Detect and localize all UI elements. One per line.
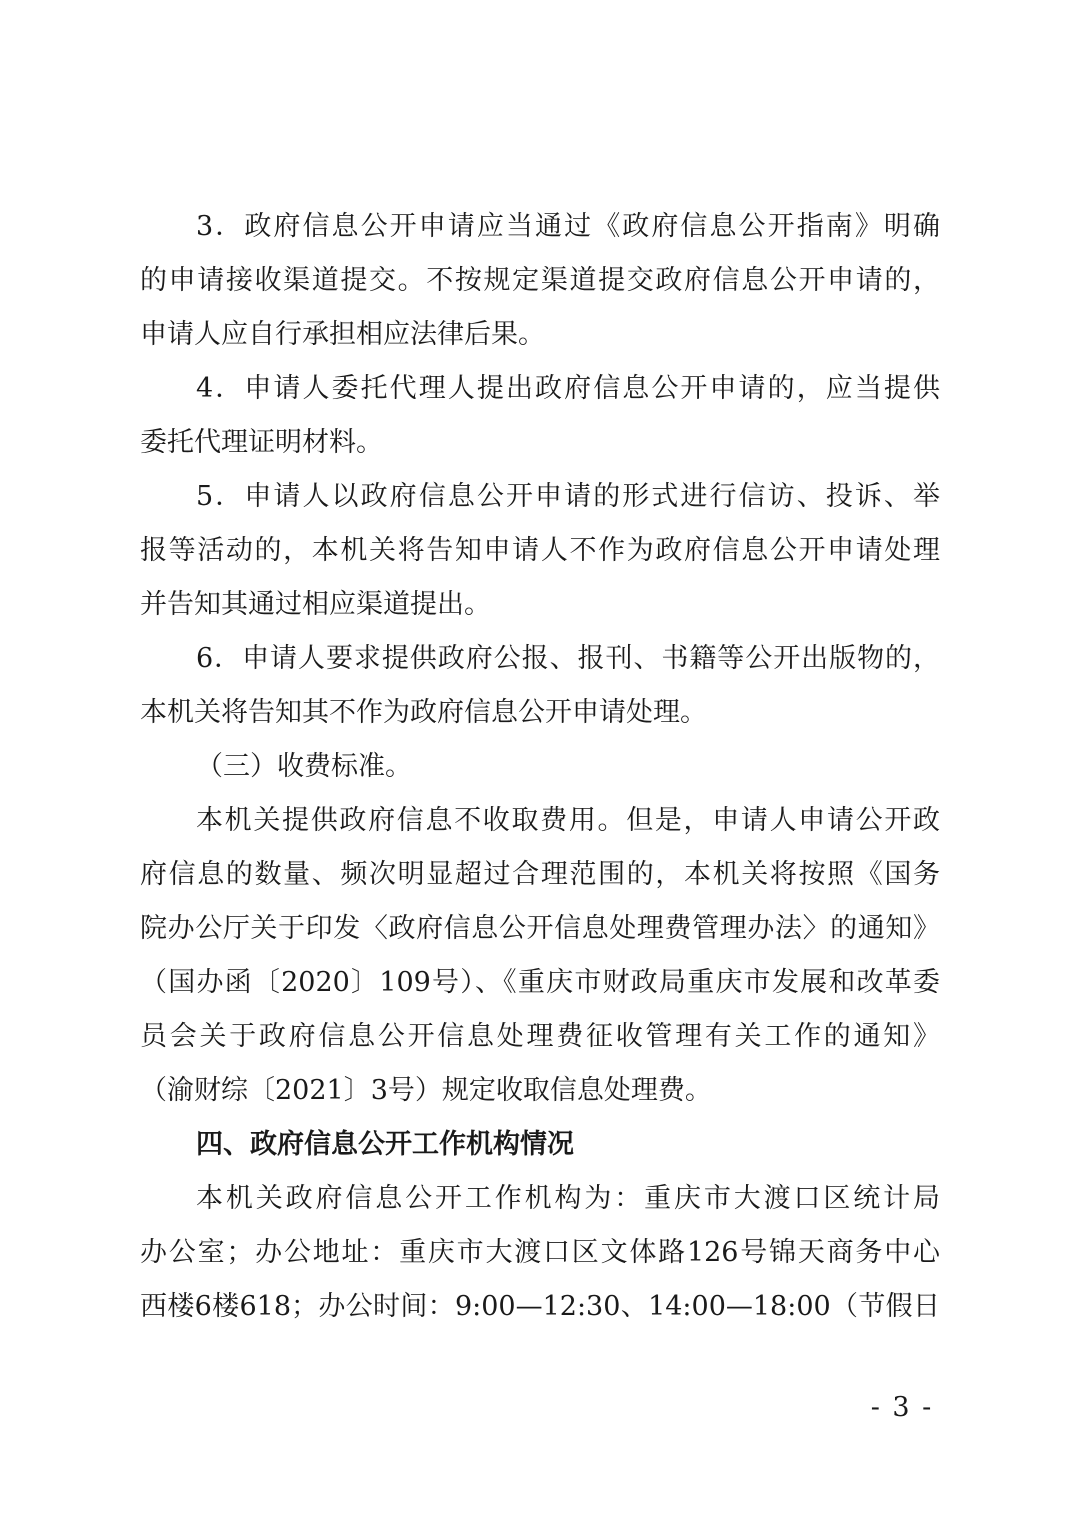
paragraph-6-line-1: 6．申请人要求提供政府公报、报刊、书籍等公开出版物的， bbox=[196, 643, 940, 674]
section-heading-office: 四、政府信息公开工作机构情况 bbox=[196, 1129, 574, 1160]
page-number: - 3 - bbox=[870, 1392, 934, 1423]
paragraph-6-line-2: 本机关将告知其不作为政府信息公开申请处理。 bbox=[140, 697, 707, 728]
paragraph-3-line-1: 3．政府信息公开申请应当通过《政府信息公开指南》明确 bbox=[196, 211, 940, 242]
paragraph-5-line-2: 报等活动的，本机关将告知申请人不作为政府信息公开申请处理 bbox=[140, 535, 940, 566]
office-paragraph-line-1: 本机关政府信息公开工作机构为：重庆市大渡口区统计局 bbox=[196, 1183, 940, 1214]
paragraph-5-line-3: 并告知其通过相应渠道提出。 bbox=[140, 589, 491, 620]
office-paragraph-line-2: 办公室；办公地址：重庆市大渡口区文体路126号锦天商务中心 bbox=[140, 1237, 940, 1268]
office-paragraph-line-3: 西楼6楼618；办公时间：9:00—12:30、14:00—18:00（节假日 bbox=[140, 1291, 940, 1322]
section-heading-fees: （三）收费标准。 bbox=[196, 751, 412, 782]
paragraph-4-line-1: 4．申请人委托代理人提出政府信息公开申请的，应当提供 bbox=[196, 373, 940, 404]
fees-paragraph-line-6: （渝财综〔2021〕3号）规定收取信息处理费。 bbox=[140, 1075, 712, 1106]
fees-paragraph-line-1: 本机关提供政府信息不收取费用。但是，申请人申请公开政 bbox=[196, 805, 940, 836]
fees-paragraph-line-5: 员会关于政府信息公开信息处理费征收管理有关工作的通知》 bbox=[140, 1021, 940, 1052]
fees-paragraph-line-4: （国办函〔2020〕109号）、《重庆市财政局重庆市发展和改革委 bbox=[140, 967, 940, 998]
fees-paragraph-line-2: 府信息的数量、频次明显超过合理范围的，本机关将按照《国务 bbox=[140, 859, 940, 890]
fees-paragraph-line-3: 院办公厅关于印发〈政府信息公开信息处理费管理办法〉的通知》 bbox=[140, 913, 940, 944]
paragraph-5-line-1: 5．申请人以政府信息公开申请的形式进行信访、投诉、举 bbox=[196, 481, 940, 512]
paragraph-3-line-3: 申请人应自行承担相应法律后果。 bbox=[140, 319, 545, 350]
document-body bbox=[140, 200, 940, 1334]
paragraph-4-line-2: 委托代理证明材料。 bbox=[140, 427, 383, 458]
paragraph-3-line-2: 的申请接收渠道提交。不按规定渠道提交政府信息公开申请的， bbox=[140, 265, 940, 296]
